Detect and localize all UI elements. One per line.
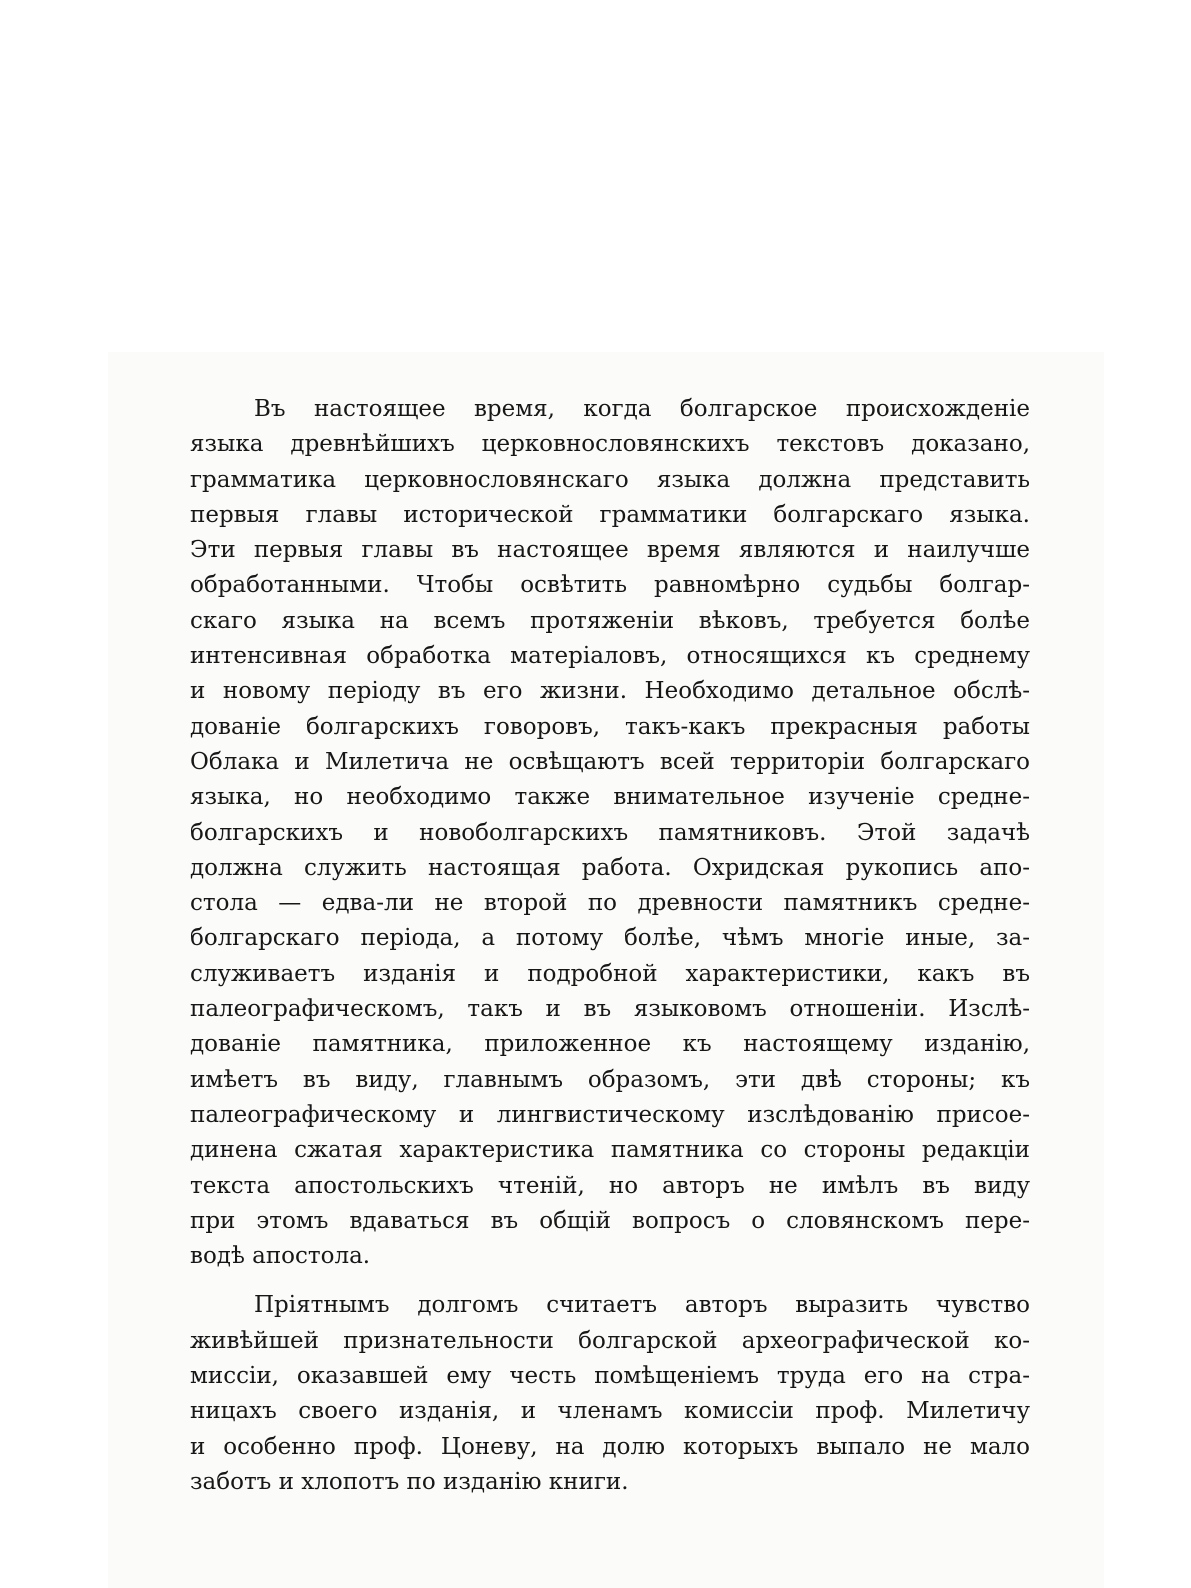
- text-line: динена сжатая характеристика памятника со стороны редакціи: [190, 1137, 1030, 1164]
- text-line: имѣетъ въ виду, главнымъ образомъ, эти двѣ стороны; къ: [190, 1066, 1030, 1093]
- text-line: служиваетъ изданія и подробной характеристики, какъ въ: [190, 960, 1030, 987]
- text-line: и особенно проф. Цоневу, на долю которыхъ выпало не мало: [190, 1433, 1030, 1460]
- text-line: палеографическомъ, такъ и въ языковомъ отношеніи. Изслѣ-: [190, 996, 1030, 1023]
- text-line: палеографическому и лингвистическому изслѣдованію присое-: [190, 1101, 1030, 1128]
- preface-text: [190, 392, 1030, 1500]
- text-line: языка древнѣйшихъ церковнословянскихъ текстовъ доказано,: [190, 431, 1030, 458]
- text-line: обработанными. Чтобы освѣтить равномѣрно судьбы болгар-: [190, 572, 1030, 599]
- text-line: грамматика церковнословянскаго языка должна представить: [190, 466, 1030, 493]
- text-line: и новому періоду въ его жизни. Необходимо детальное обслѣ-: [190, 678, 1030, 705]
- text-line: водѣ апостола.: [190, 1243, 371, 1270]
- text-line: болгарскаго періода, а потому болѣе, чѣмъ многіе иные, за-: [190, 925, 1030, 952]
- text-line: стола — едва-ли не второй по древности памятникъ средне-: [190, 890, 1030, 917]
- text-line: дованіе болгарскихъ говоровъ, такъ-какъ прекрасныя работы: [190, 713, 1030, 740]
- text-line: Въ настоящее время, когда болгарское происхожденіе: [254, 396, 1030, 422]
- text-line: Пріятнымъ долгомъ считаетъ авторъ выразить чувство: [254, 1292, 1030, 1319]
- text-line: интенсивная обработка матеріаловъ, относящихся къ среднему: [190, 643, 1030, 670]
- text-line: заботъ и хлопотъ по изданію книги.: [190, 1468, 629, 1495]
- text-line: миссіи, оказавшей ему честь помѣщеніемъ труда его на стра-: [190, 1363, 1030, 1390]
- text-line: скаго языка на всемъ протяженіи вѣковъ, требуется болѣе: [190, 607, 1030, 634]
- text-line: дованіе памятника, приложенное къ настоящему изданію,: [190, 1031, 1030, 1058]
- paragraph-spacer: [190, 1274, 1030, 1288]
- text-line: болгарскихъ и новоболгарскихъ памятниковъ. Этой задачѣ: [190, 819, 1030, 846]
- text-line: должна служить настоящая работа. Охридская рукопись апо-: [190, 854, 1030, 881]
- text-line: при этомъ вдаваться въ общій вопросъ о словянскомъ пере-: [190, 1207, 1030, 1234]
- text-line: текста апостольскихъ чтеній, но авторъ не имѣлъ въ виду: [190, 1172, 1030, 1199]
- text-line: ницахъ своего изданія, и членамъ комиссіи проф. Милетичу: [190, 1398, 1030, 1425]
- text-line: первыя главы исторической грамматики болгарскаго языка.: [190, 501, 1030, 528]
- text-line: Эти первыя главы въ настоящее время являются и наилучше: [190, 537, 1030, 564]
- text-line: живѣйшей признательности болгарской археографической ко-: [190, 1327, 1030, 1354]
- text-line: языка, но необходимо также внимательное изученіе средне-: [190, 784, 1030, 811]
- text-line: Облака и Милетича не освѣщаютъ всей территоріи болгарскаго: [190, 748, 1030, 775]
